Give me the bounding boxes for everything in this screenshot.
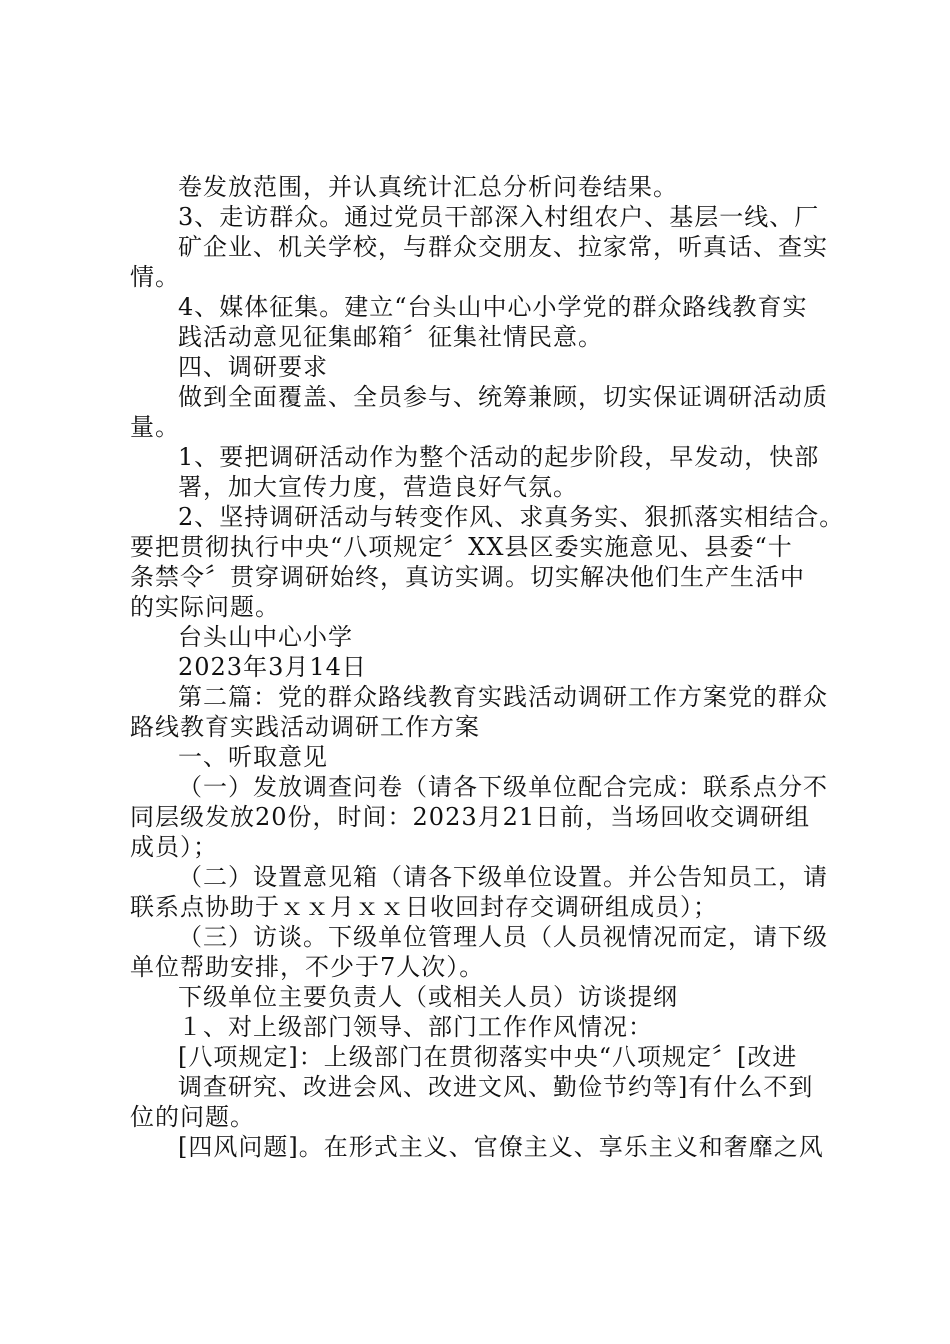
text-line: 的实际问题。 [130, 593, 280, 621]
text-line: 要把贯彻执行中央“八项规定〞XX县区委实施意见、县委“十 [130, 533, 793, 561]
text-line: [四风问题]。在形式主义、官僚主义、享乐主义和奢靡之风 [178, 1133, 824, 1161]
text-line: 条禁令〞贯穿调研始终，真访实调。切实解决他们生产生活中 [130, 563, 805, 591]
text-line: 量。 [130, 413, 180, 441]
text-line: 调查研究、改进会风、改进文风、勤俭节约等]有什么不到 [178, 1073, 814, 1101]
text-line: 做到全面覆盖、全员参与、统筹兼顾，切实保证调研活动质 [178, 383, 828, 411]
text-line: 同层级发放20份，时间：2023月21日前，当场回收交调研组 [130, 803, 811, 831]
text-line: （三）访谈。下级单位管理人员（人员视情况而定，请下级 [178, 923, 828, 951]
subheading: 下级单位主要负责人（或相关人员）访谈提纲 [178, 983, 678, 1011]
text-line: 卷发放范围，并认真统计汇总分析问卷结果。 [178, 173, 678, 201]
signature-org: 台头山中心小学 [178, 623, 353, 651]
text-line: 情。 [130, 263, 180, 291]
text-line: 3、走访群众。通过党员干部深入村组农户、基层一线、厂 [178, 203, 820, 231]
chapter-title-cont: 路线教育实践活动调研工作方案 [130, 713, 480, 741]
text-line: 4、媒体征集。建立“台头山中心小学党的群众路线教育实 [178, 293, 808, 321]
text-line: １、对上级部门领导、部门工作作风情况： [178, 1013, 653, 1041]
text-line: 2、坚持调研活动与转变作风、求真务实、狠抓落实相结合。 [178, 503, 845, 531]
section-heading: 一、听取意见 [178, 743, 328, 771]
text-line: 署，加大宣传力度，营造良好气氛。 [178, 473, 578, 501]
text-line: 单位帮助安排，不少于7人次）。 [130, 953, 485, 981]
text-line: 践活动意见征集邮箱〞征集社情民意。 [178, 323, 603, 351]
section-heading: 四、调研要求 [178, 353, 328, 381]
signature-date: 2023年3月14日 [178, 653, 367, 681]
text-line: （一）发放调查问卷（请各下级单位配合完成：联系点分不 [178, 773, 828, 801]
text-line: 矿企业、机关学校，与群众交朋友、拉家常，听真话、查实 [178, 233, 828, 261]
text-line: 联系点协助于ｘｘ月ｘｘ日收回封存交调研组成员）； [130, 893, 718, 921]
text-line: 1、要把调研活动作为整个活动的起步阶段，早发动，快部 [178, 443, 820, 471]
text-line: [八项规定]：上级部门在贯彻落实中央“八项规定〞[改进 [178, 1043, 798, 1071]
text-line: （二）设置意见箱（请各下级单位设置。并公告知员工，请 [178, 863, 828, 891]
chapter-title: 第二篇：党的群众路线教育实践活动调研工作方案党的群众 [178, 683, 828, 711]
text-line: 位的问题。 [130, 1103, 255, 1131]
text-line: 成员）； [130, 833, 218, 861]
